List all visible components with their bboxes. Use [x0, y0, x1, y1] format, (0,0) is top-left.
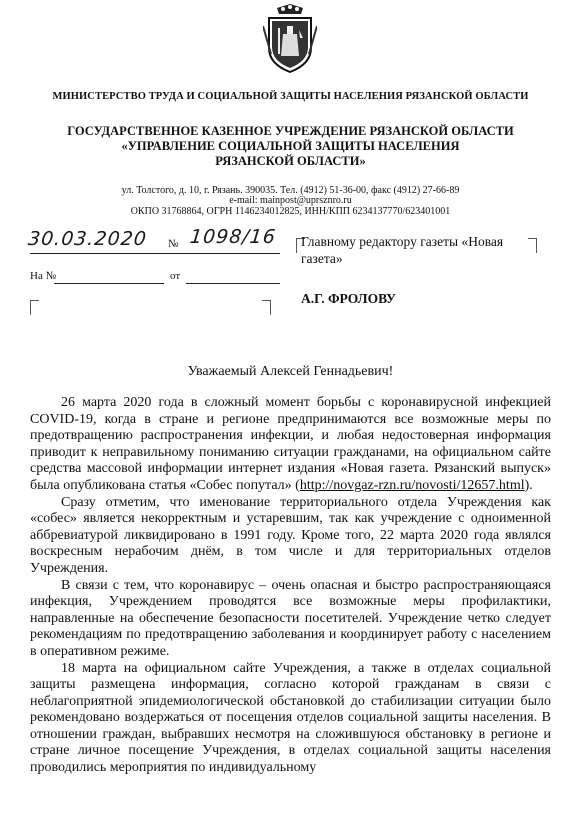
paragraph-1 [30, 395, 551, 495]
email-line: e-mail: mainpost@uprsznro.ru [229, 195, 352, 206]
number-label: № [168, 238, 179, 250]
registration-underline [30, 253, 280, 254]
paragraph-3: В связи с тем, что коронавирус – очень опасная и быстро распространяющаяся инфекция, Учреждением проводятся все возможные меры профилактики, направленные на обеспечение безопасности посетителей. Учреждение четко следует рекомендациям по предотвращению заболевания и координирует работу с населением в оперативном режиме. [30, 577, 551, 659]
institution-name-line1: ГОСУДАРСТВЕННОЕ КАЗЕННОЕ УЧРЕЖДЕНИЕ РЯЗАНСКОЙ ОБЛАСТИ [67, 124, 514, 138]
from-label: от [170, 270, 181, 282]
handwritten-number: 1098/16 [188, 226, 278, 248]
salutation: Уважаемый Алексей Геннадьевич! [187, 364, 394, 379]
institution-name-line3: РЯЗАНСКОЙ ОБЛАСТИ» [215, 154, 366, 168]
address-line: ул. Толстого, д. 10, г. Рязань. 390035. Тел. (4912) 51-36-00, факс (4912) 27-66-89 [121, 185, 460, 196]
ministry-name: МИНИСТЕРСТВО ТРУДА И СОЦИАЛЬНОЙ ЗАЩИТЫ НАСЕЛЕНИЯ РЯЗАНСКОЙ ОБЛАСТИ [52, 91, 529, 102]
corner-mark-left [30, 300, 39, 315]
recipient-name: А.Г. ФРОЛОВУ [301, 291, 396, 306]
coat-of-arms-icon [263, 4, 317, 74]
handwritten-date: 30.03.2020 [26, 228, 149, 250]
recipient-title: Главному редактору газеты «Новая газета» [301, 234, 504, 266]
paragraph-4: 18 марта на официальном сайте Учреждения, а также в отделах социальной защиты размещена информация, согласно которой гражданам в связи с неблагоприятной эпидемиологической обстановкой до стабилизации ситуации было рекомендовано воздержаться от посещения отделов социальной защиты населения. В отношении граждан, выбравших несмотря на сложившуюся обстановку в регионе и стране личное посещение Учреждения, в отделах социальной защиты населения проводились мероприятия по индивидуальному [30, 660, 551, 776]
paragraph-1-end: ). [524, 477, 533, 493]
reply-number-underline [54, 283, 164, 284]
paragraph-2: Сразу отметим, что именование территориального отдела Учреждения как «собес» является некорректным и устаревшим, так как учреждение с одноименной аббревиатурой ликвидировано в 1991 году. Кроме того, 22 марта 2020 года являлся воскресным нерабочим днём, в том числе и для территориальных отделов Учреждения. [30, 494, 551, 576]
reply-date-underline [186, 283, 280, 284]
reply-to-label: На № [30, 270, 57, 282]
institution-name-line2: «УПРАВЛЕНИЕ СОЦИАЛЬНОЙ ЗАЩИТЫ НАСЕЛЕНИЯ [121, 139, 460, 153]
article-link[interactable]: http://novgaz-rzn.ru/novosti/12657.html [299, 477, 525, 493]
letter-body [30, 395, 551, 777]
registry-codes: ОКПО 31768864, ОГРН 1146234012825, ИНН/КПП 6234137770/623401001 [130, 206, 451, 217]
paragraph-1-text: 26 марта 2020 года в сложный момент борьбы с коронавирусной инфекцией COVID-19, когда в стране и регионе предпринимаются все возможные меры по предотвращению распространения инфекции, и любая недостоверная информация приводит к неправильному пониманию ситуации гражданами, на официальном сайте средства массовой информации интернет издания «Новая газета. Рязанский выпуск» была опубликована статья «Собес попутал» ( [30, 395, 551, 493]
corner-mark-right [262, 300, 271, 315]
